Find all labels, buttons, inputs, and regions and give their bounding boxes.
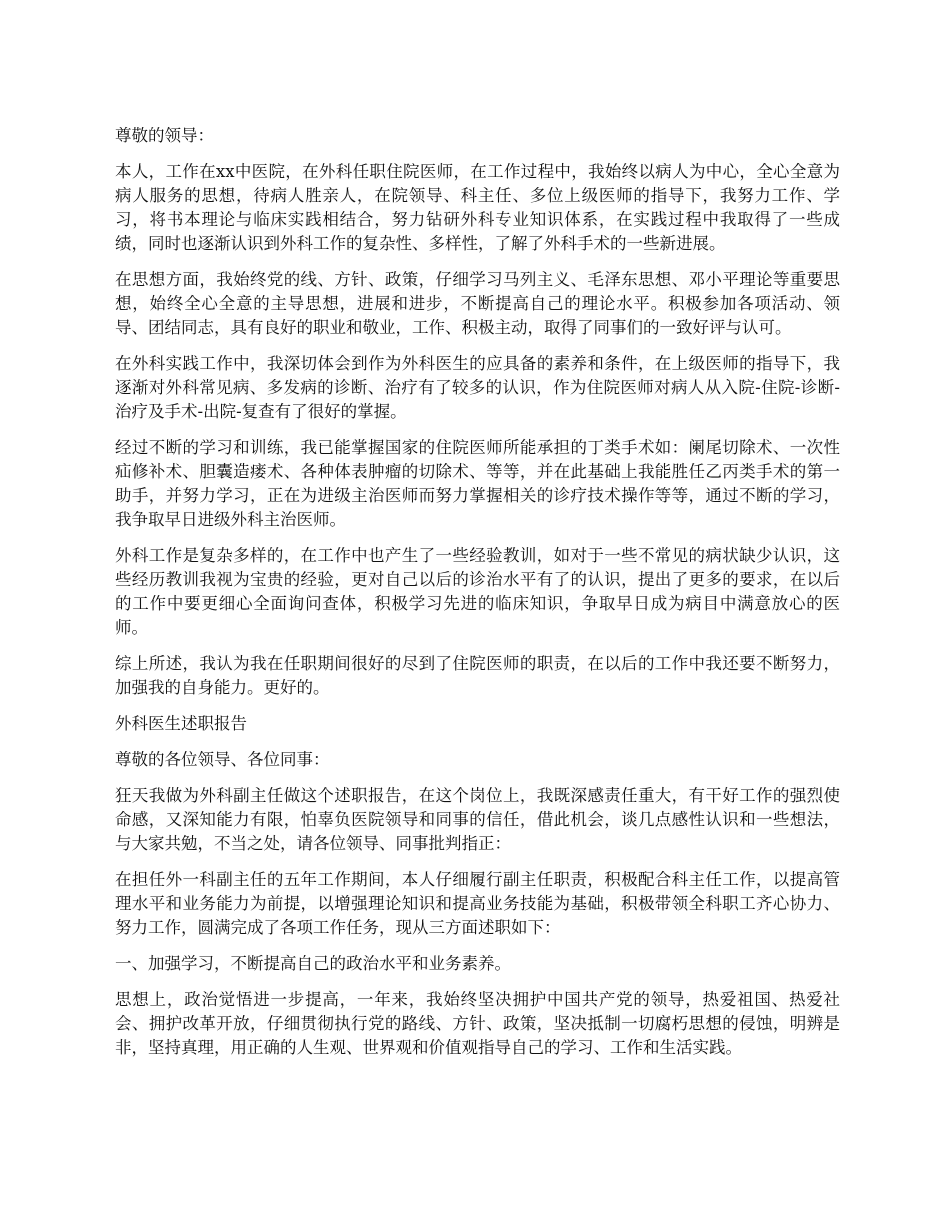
heading-point-one: 一、加强学习，不断提高自己的政治水平和业务素养。 — [115, 954, 511, 973]
paragraph-report-intro: 狂天我做为外科副主任做这个述职报告，在这个岗位上，我既深感责任重大，有干好工作的强烈使命感，又深知能力有限，怕辜负医院领导和同事的信任，借此机会，谈几点感性认识和一些想法，与大家共勉，不当之处，请各位领导、同事批判指正： — [115, 786, 840, 853]
paragraph-training: 经过不断的学习和训练，我已能掌握国家的住院医师所能承担的丁类手术如：阑尾切除术、一次性疝修补术、胆囊造瘘术、各种体表肿瘤的切除术、等等，并在此基础上我能胜任乙丙类手术的第一助手，并努力学习，正在为进级主治医师而努力掌握相关的诊疗技术操作等等，通过不断的学习，我争取早日进级外科主治医师。 — [115, 438, 840, 529]
paragraph-political: 思想上，政治觉悟进一步提高，一年来，我始终坚决拥护中国共产党的领导，热爱祖国、热爱社会、拥护改革开放，仔细贯彻执行党的路线、方针、政策，坚决抵制一切腐朽思想的侵蚀，明辨是非，坚持真理，用正确的人生观、世界观和价值观指导自己的学习、工作和生活实践。 — [115, 990, 840, 1057]
section-title: 外科医生述职报告 — [115, 714, 247, 733]
paragraph-ideology: 在思想方面，我始终党的线、方针、政策，仔细学习马列主义、毛泽东思想、邓小平理论等重要思想，始终全心全意的主导思想，进展和进步，不断提高自己的理论水平。积极参加各项活动、领导、团结同志，具有良好的职业和敬业，工作、积极主动，取得了同事们的一致好评与认可。 — [115, 270, 840, 337]
paragraph-practice: 在外科实践工作中，我深切体会到作为外科医生的应具备的素养和条件，在上级医师的指导下，我逐渐对外科常见病、多发病的诊断、治疗有了较多的认识，作为住院医师对病人从入院-住院-诊断-治疗及手术-出院-复查有了很好的掌握。 — [115, 354, 840, 421]
paragraph-summary: 综上所述，我认为我在任职期间很好的尽到了住院医师的职责，在以后的工作中我还要不断努力，加强我的自身能力。更好的。 — [115, 654, 840, 697]
paragraph-intro: 本人，工作在xx中医院，在外科任职住院医师，在工作过程中，我始终以病人为中心，全心全意为病人服务的思想，待病人胜亲人，在院领导、科主任、多位上级医师的指导下，我努力工作、学习，将书本理论与临床实践相结合，努力钻研外科专业知识体系，在实践过程中我取得了一些成绩，同时也逐渐认识到外科工作的复杂性、多样性，了解了外科手术的一些新进展。 — [115, 162, 840, 253]
paragraph-duties: 在担任外一科副主任的五年工作期间，本人仔细履行副主任职责，积极配合科主任工作，以提高管理水平和业务能力为前提，以增强理论知识和提高业务技能为基础，积极带领全科职工齐心协力、努力工作，圆满完成了各项工作任务，现从三方面述职如下： — [115, 870, 840, 937]
document-body — [115, 124, 840, 1072]
salutation-2: 尊敬的各位领导、各位同事： — [115, 750, 330, 769]
paragraph-lessons: 外科工作是复杂多样的，在工作中也产生了一些经验教训，如对于一些不常见的病状缺少认识，这些经历教训我视为宝贵的经验，更对自己以后的诊治水平有了的认识，提出了更多的要求，在以后的工作中要更细心全面询问查体，积极学习先进的临床知识，争取早日成为病目中满意放心的医师。 — [115, 546, 840, 637]
salutation: 尊敬的领导： — [115, 126, 214, 145]
